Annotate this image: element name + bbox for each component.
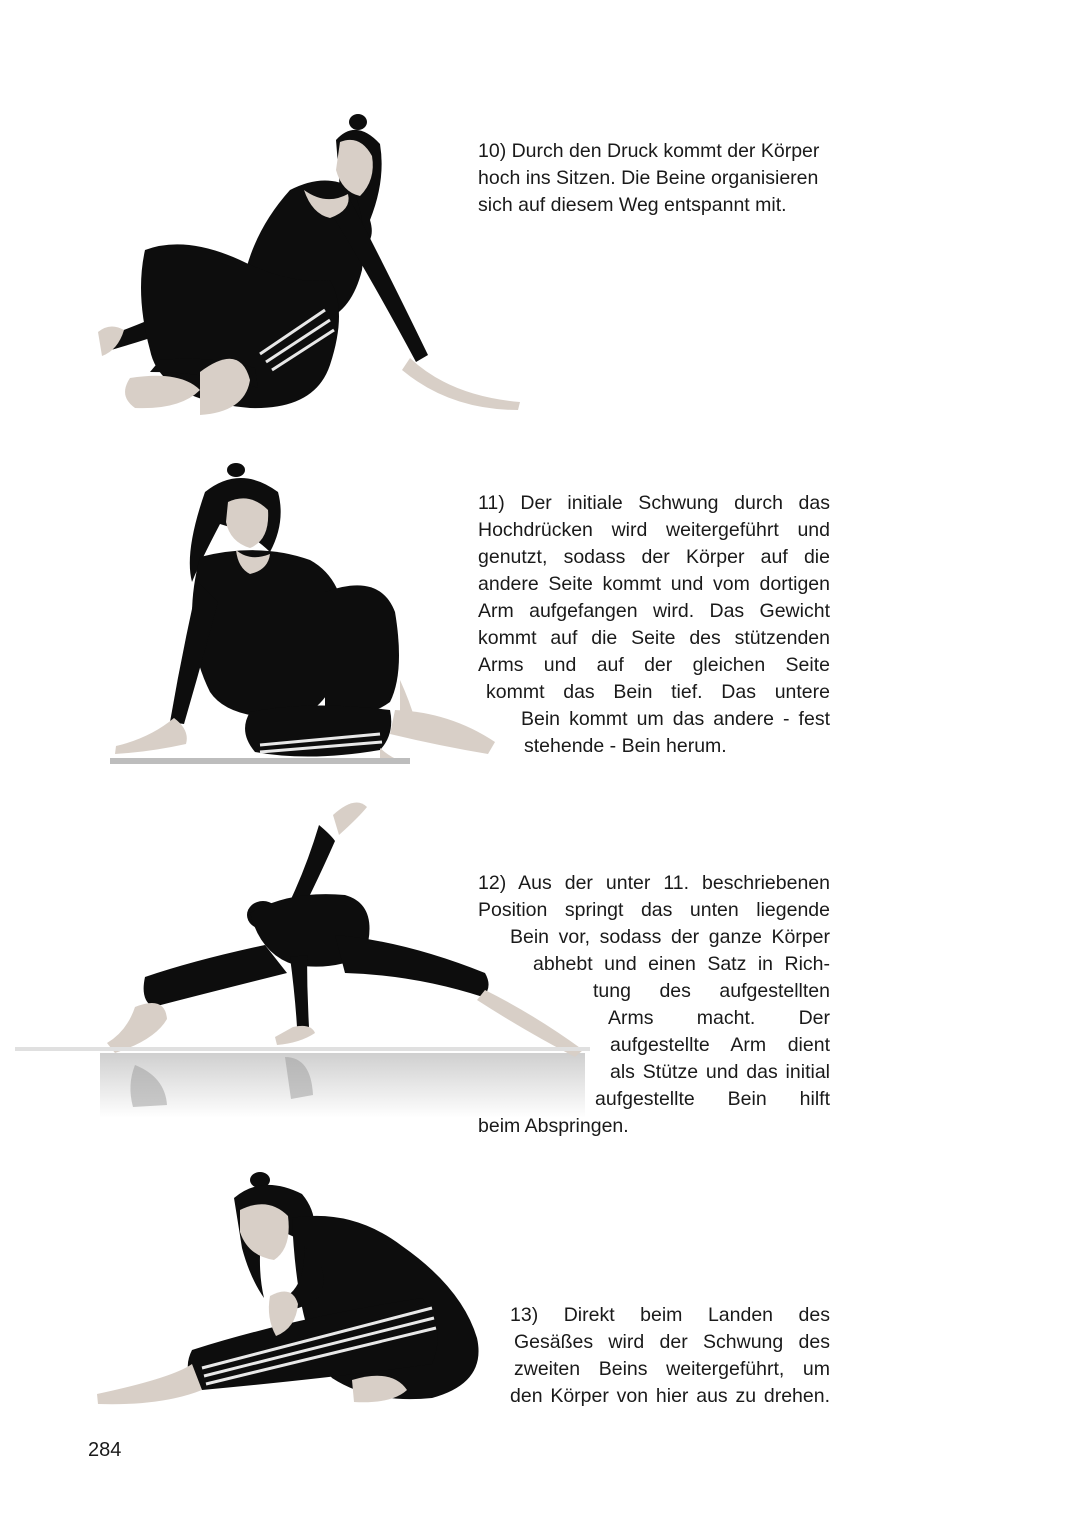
step-12-line: 12) Aus der unter 11. beschriebenen [478, 872, 830, 894]
step-12-line: Arms macht. Der [608, 1007, 830, 1029]
step-12-line: beim Abspringen. [478, 1115, 629, 1137]
step-12-line: aufgestellte Bein hilft [595, 1088, 830, 1110]
step-13-description [510, 1302, 830, 1410]
step-12-line: als Stütze und das initial [610, 1061, 830, 1083]
step-11-line: genutzt, sodass der Körper auf die [478, 546, 830, 568]
step-11-line: Arms und auf der gleichen Seite [478, 654, 830, 676]
step-12-line: abhebt und einen Satz in Rich- [533, 953, 830, 975]
dancer-side-support-photo [110, 462, 500, 770]
step-12-line: aufgestellte Arm dient [610, 1034, 830, 1056]
step-13-line: den Körper von hier aus zu drehen. [510, 1385, 830, 1407]
step-10-line: 10) Durch den Druck kommt der Körper [478, 140, 820, 162]
step-11-line: kommt das Bein tief. Das untere [486, 681, 830, 703]
step-12-line: Bein vor, sodass der ganze Körper [510, 926, 830, 948]
step-11-line: kommt auf die Seite des stützenden [478, 627, 830, 649]
step-11-line: andere Seite kommt und vom dortigen [478, 573, 830, 595]
step-11-line: 11) Der initiale Schwung durch das [478, 492, 830, 514]
step-12-line: tung des aufgestellten [593, 980, 830, 1002]
step-11-description [478, 490, 830, 760]
step-13-line: zweiten Beins weitergeführt, um [514, 1358, 830, 1380]
step-10-line: hoch ins Sitzen. Die Beine organisieren [478, 167, 819, 189]
step-11-line: Arm aufgefangen wird. Das Gewicht [478, 600, 830, 622]
step-11-line: Bein kommt um das andere - fest [521, 708, 830, 730]
page-number: 284 [88, 1439, 122, 1461]
dancer-landing-photo [92, 1168, 492, 1413]
step-12-description [478, 870, 830, 1140]
dancer-seated-rising-photo [90, 110, 530, 420]
step-11-line: stehende - Bein herum. [524, 735, 727, 757]
step-13-line: 13) Direkt beim Landen des [510, 1304, 830, 1326]
step-13-line: Gesäßes wird der Schwung des [514, 1331, 830, 1353]
step-11-line: Hochdrücken wird weitergeführt und [478, 519, 830, 541]
step-10-line: sich auf diesem Weg entspannt mit. [478, 194, 787, 216]
step-12-line: Position springt das unten liegende [478, 899, 830, 921]
step-10-description [478, 138, 830, 219]
